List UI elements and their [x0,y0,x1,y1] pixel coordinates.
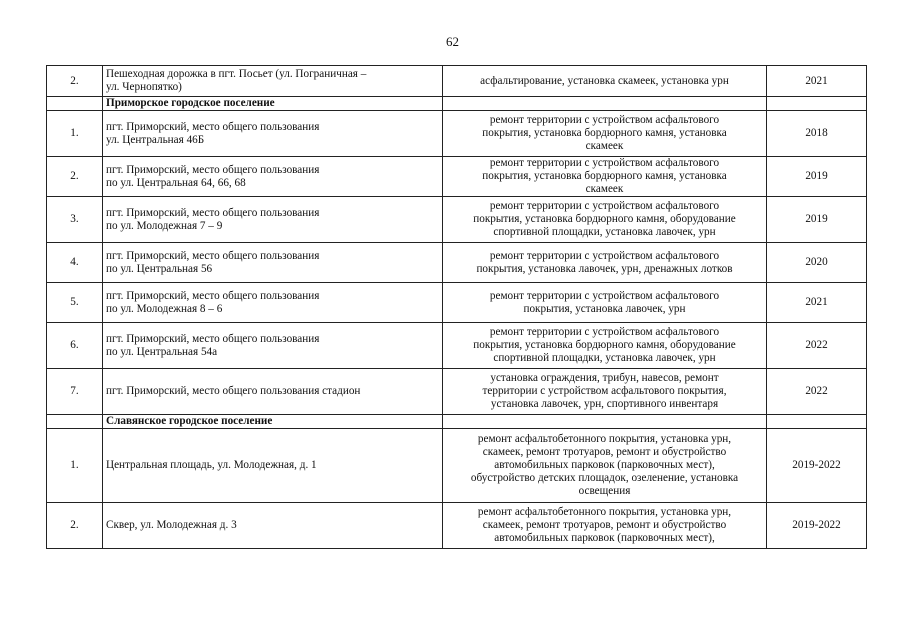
year-cell: 2020 [767,243,867,283]
year-cell: 2018 [767,111,867,157]
page-number: 62 [446,34,459,49]
section-title: Славянское городское поселение [103,415,443,429]
location-line: Пешеходная дорожка в пгт. Посьет (ул. Пограничная – [106,68,367,80]
location-line: пгт. Приморский, место общего пользования [106,289,320,302]
location-cell [103,323,443,369]
work-line: спортивной площадки, установка лавочек, урн [493,226,716,238]
work-line: ремонт асфальтобетонного покрытия, установка урн, [477,506,732,518]
work-line: покрытия, установка бордюрного камня, установка [482,170,727,182]
work-description-cell [443,197,767,243]
year-cell: 2019 [767,157,867,197]
location-cell [103,283,443,323]
work-line: ремонт территории с устройством асфальтового [489,249,720,262]
section-work-cell [443,97,767,111]
location-line: пгт. Приморский, место общего пользования [106,120,320,133]
row-number: 7. [47,369,103,415]
section-row [47,97,867,111]
work-line: покрытия, установка лавочек, урн [523,302,686,315]
table-row [47,157,867,197]
work-line: ремонт асфальтобетонного покрытия, установка урн, [477,433,732,445]
section-work-cell [443,415,767,429]
location-cell [103,111,443,157]
work-line: ремонт территории с устройством асфальтового [489,114,720,126]
section-row [47,415,867,429]
work-line: скамеек, ремонт тротуаров, ремонт и обустройство [482,519,727,531]
table-row [47,429,867,503]
row-number: 1. [47,429,103,503]
work-line: ремонт территории с устройством асфальтового [489,289,720,302]
year-cell: 2022 [767,323,867,369]
work-line: скамеек [585,140,624,152]
row-number: 5. [47,283,103,323]
work-description-cell [443,429,767,503]
table-body [47,66,867,549]
location-line: Сквер, ул. Молодежная д. 3 [106,519,237,531]
year-cell: 2022 [767,369,867,415]
work-line: ремонт территории с устройством асфальтового [489,326,720,338]
table-row [47,111,867,157]
work-line: установка ограждения, трибун, навесов, ремонт [490,372,719,384]
work-description-cell [443,323,767,369]
work-line: автомобильных парковок (парковочных мест), [494,459,715,471]
year-cell: 2021 [767,66,867,97]
row-number: 3. [47,197,103,243]
location-line: пгт. Приморский, место общего пользования [106,206,320,219]
location-cell [103,157,443,197]
work-description-cell [443,283,767,323]
year-cell: 2019-2022 [767,503,867,549]
section-title: Приморское городское поселение [103,97,443,111]
row-number: 1. [47,111,103,157]
work-description-cell [443,111,767,157]
location-line: по ул. Центральная 54а [106,345,218,358]
table-row [47,369,867,415]
work-line: покрытия, установка бордюрного камня, установка [482,127,727,139]
row-number: 2. [47,66,103,97]
location-line: по ул. Молодежная 8 – 6 [106,302,223,315]
location-line: пгт. Приморский, место общего пользования стадион [106,385,361,397]
location-cell [103,429,443,503]
location-line: по ул. Центральная 56 [106,262,213,275]
work-line: покрытия, установка бордюрного камня, оборудование [473,339,736,351]
work-line: территории с устройством асфальтового покрытия, [482,385,727,397]
row-number: 2. [47,503,103,549]
year-cell: 2019 [767,197,867,243]
section-number-cell [47,97,103,111]
location-line: по ул. Молодежная 7 – 9 [106,219,223,232]
work-description-cell [443,66,767,97]
location-line: пгт. Приморский, место общего пользования [106,163,320,176]
work-line: обустройство детских площадок, озеленение, установка [470,472,739,484]
work-line: асфальтирование, установка скамеек, установка урн [480,74,729,87]
work-description-cell [443,157,767,197]
improvement-table [46,65,867,549]
location-cell [103,369,443,415]
work-line: ремонт территории с устройством асфальтового [489,157,720,169]
location-cell [103,66,443,97]
section-year-cell [767,97,867,111]
work-line: спортивной площадки, установка лавочек, урн [493,352,716,364]
work-line: покрытия, установка бордюрного камня, оборудование [473,213,736,225]
table-row [47,66,867,97]
location-line: Центральная площадь, ул. Молодежная, д. 1 [106,459,317,471]
location-cell [103,243,443,283]
row-number: 6. [47,323,103,369]
location-line: пгт. Приморский, место общего пользования [106,249,320,262]
work-line: установка лавочек, урн, спортивного инвентаря [490,398,719,410]
work-line: скамеек [585,183,624,195]
location-line: пгт. Приморский, место общего пользования [106,332,320,345]
location-line: ул. Центральная 46Б [106,133,205,146]
work-description-cell [443,503,767,549]
work-description-cell [443,369,767,415]
year-cell: 2021 [767,283,867,323]
work-description-cell [443,243,767,283]
year-cell: 2019-2022 [767,429,867,503]
work-line: освещения [578,485,631,497]
section-year-cell [767,415,867,429]
work-line: ремонт территории с устройством асфальтового [489,200,720,212]
location-cell [103,503,443,549]
table-row [47,323,867,369]
work-line: покрытия, установка лавочек, урн, дренажных лотков [476,262,733,275]
row-number: 2. [47,157,103,197]
location-cell [103,197,443,243]
work-line: скамеек, ремонт тротуаров, ремонт и обустройство [482,446,727,458]
table-row [47,243,867,283]
location-line: по ул. Центральная 64, 66, 68 [106,176,246,189]
section-number-cell [47,415,103,429]
table-row [47,197,867,243]
table-row [47,283,867,323]
work-line: автомобильных парковок (парковочных мест), [494,532,715,544]
table-row [47,503,867,549]
location-line: ул. Чернопятко) [106,81,182,93]
row-number: 4. [47,243,103,283]
